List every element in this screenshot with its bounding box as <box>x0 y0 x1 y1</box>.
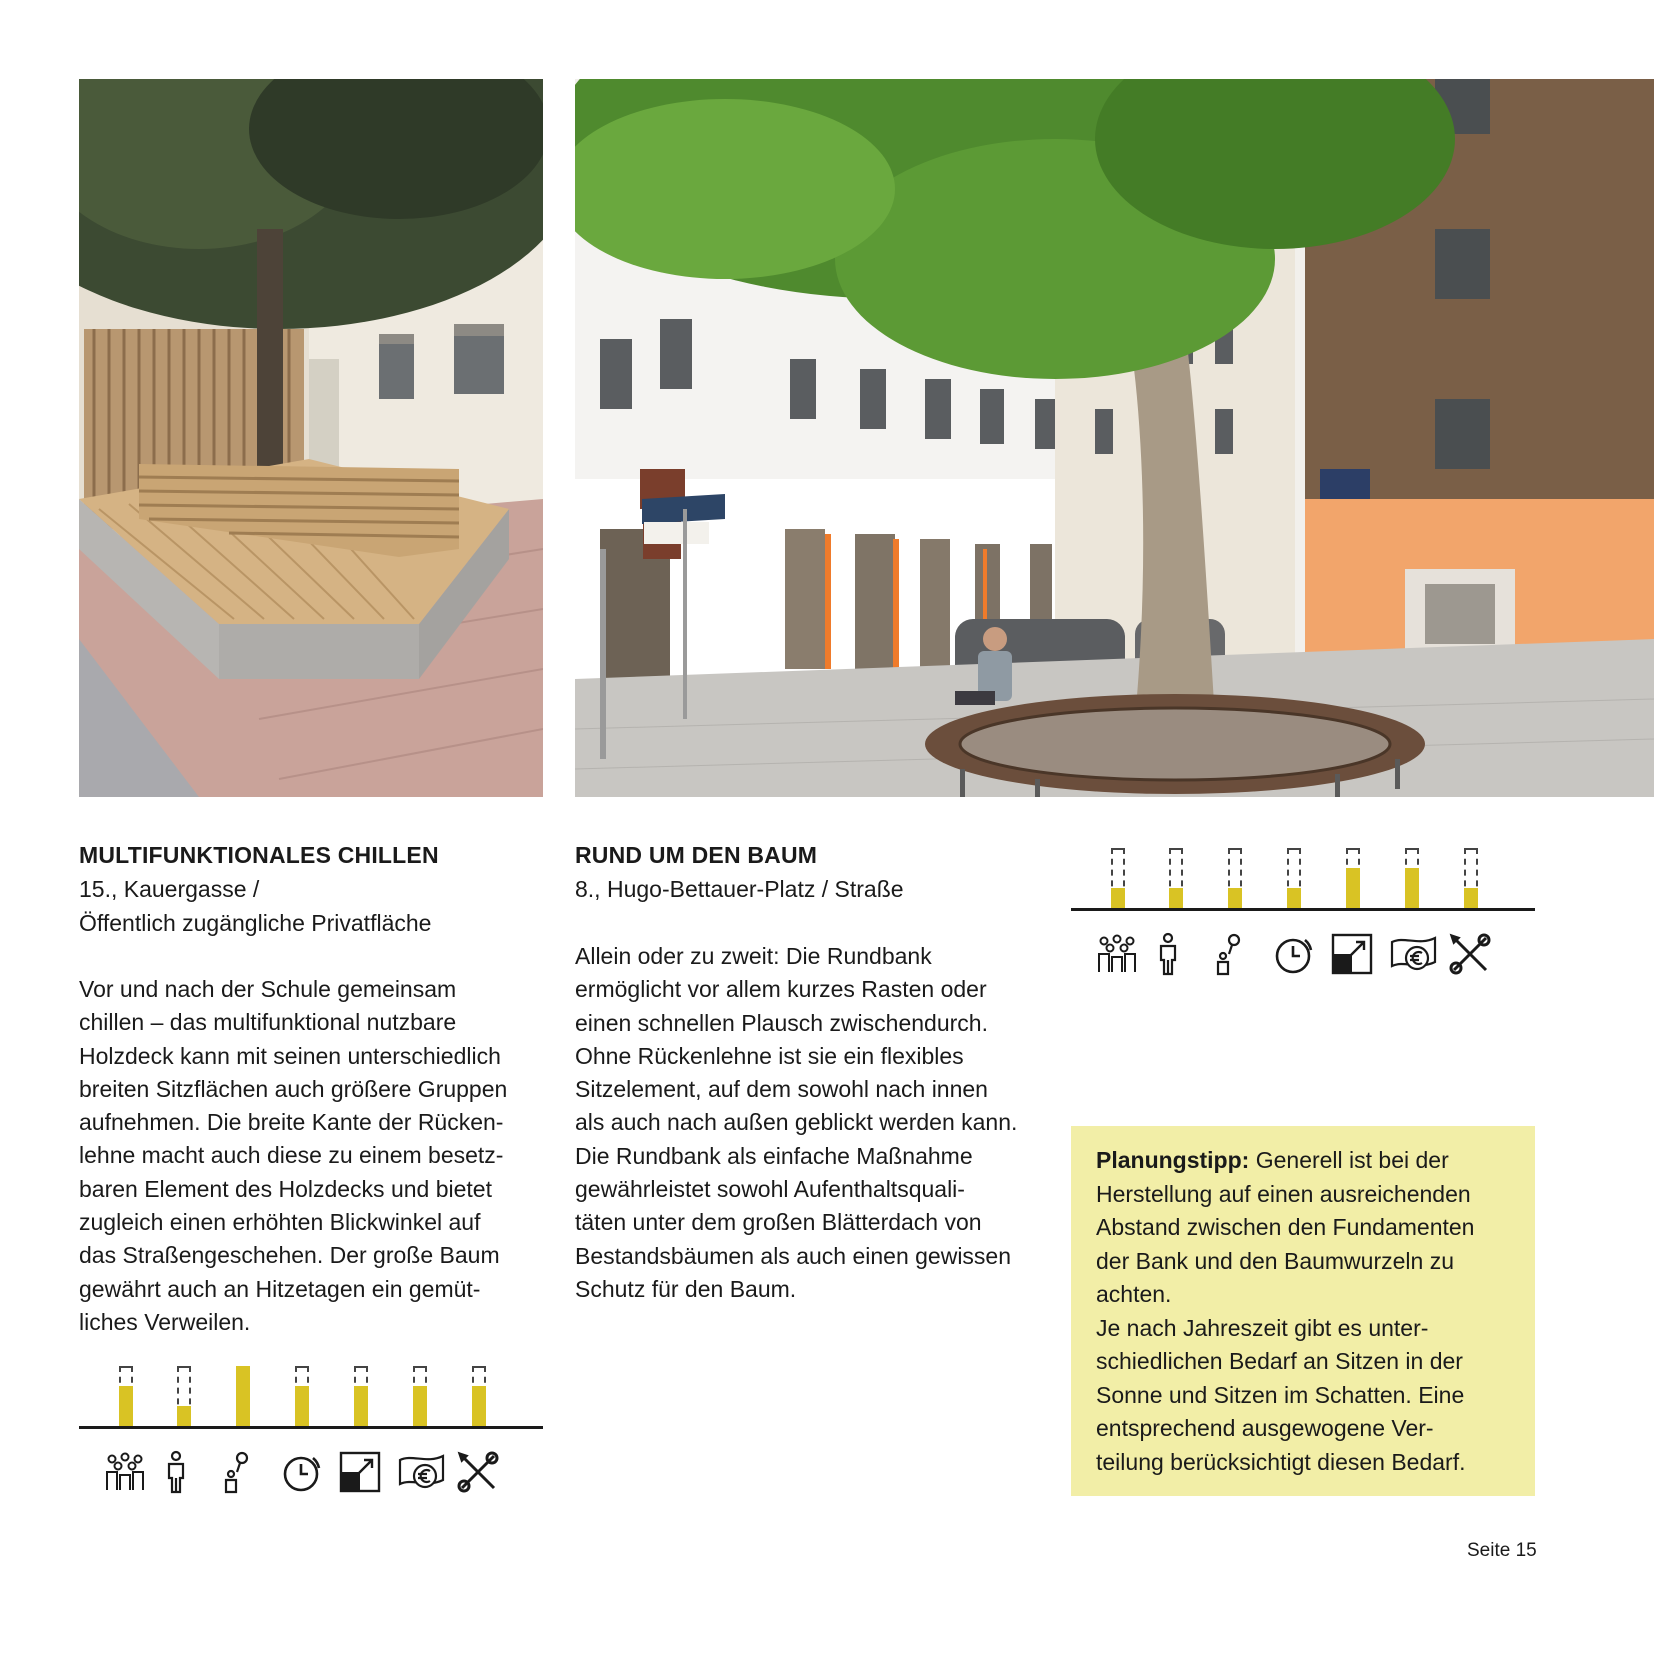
right-heading: RUND UM DEN BAUM <box>575 842 818 868</box>
left-body-line: baren Element des Holzdecks und bietet <box>79 1175 492 1202</box>
left-body-line: lehne macht auch diese zu einem besetz- <box>79 1142 504 1169</box>
page-number: Seite 15 <box>1467 1540 1537 1561</box>
child-icon <box>220 1450 254 1499</box>
planning-tip-line: Herstellung auf einen ausreichenden <box>1096 1180 1471 1207</box>
tools-icon <box>1448 932 1492 981</box>
right-body-line: Bestandsbäumen als auch einen gewissen <box>575 1242 1012 1269</box>
scale-icon <box>1330 932 1374 981</box>
wooden-deck-photo <box>79 79 543 797</box>
left-body-line: breiten Sitzflächen auch größere Gruppen <box>79 1075 508 1102</box>
group-icon <box>103 1450 147 1499</box>
planning-tip-line: Generell ist bei der <box>1249 1147 1449 1173</box>
left-body-line: liches Verweilen. <box>79 1308 251 1335</box>
right-body-line: Ohne Rückenlehne ist sie ein flexibles <box>575 1042 964 1069</box>
rating-fill <box>1228 888 1242 908</box>
planning-tip-line: schiedlichen Bedarf an Sitzen in der <box>1096 1348 1463 1374</box>
scale-icon <box>338 1450 382 1499</box>
left-body-line: aufnehmen. Die breite Kante der Rücken- <box>79 1109 504 1136</box>
stopwatch-icon <box>279 1450 323 1499</box>
left-location-line2: Öffentlich zugängliche Privatfläche <box>79 910 432 936</box>
tools-icon <box>456 1450 500 1499</box>
cost-icon <box>397 1450 447 1499</box>
planning-tip-label: Planungstipp: <box>1096 1147 1250 1173</box>
planning-tip-text <box>1096 1144 1526 1479</box>
left-body-line: chillen – das multifunktional nutzbare <box>79 1009 457 1036</box>
cost-icon <box>1389 932 1439 981</box>
child-icon <box>1212 932 1246 981</box>
left-body <box>79 973 549 1339</box>
rating-fill <box>236 1366 250 1426</box>
left-body-line: Vor und nach der Schule gemeinsam <box>79 976 457 1002</box>
right-body-line: als auch nach außen geblickt werden kann. <box>575 1109 1018 1136</box>
right-body <box>575 940 1045 1306</box>
left-body-line: gewährt auch an Hitzetagen ein gemüt- <box>79 1275 481 1302</box>
rating-fill <box>1169 888 1183 908</box>
left-body-line: das Straßengeschehen. Der große Baum <box>79 1242 500 1269</box>
rating-fill <box>354 1386 368 1426</box>
rating-fill <box>1405 868 1419 908</box>
rating-fill <box>295 1386 309 1426</box>
person-icon <box>161 1450 191 1499</box>
planning-tip-first-line <box>1096 1144 1526 1178</box>
right-body-line: Sitzelement, auf dem sowohl nach innen <box>575 1076 988 1103</box>
rating-fill <box>1111 888 1125 908</box>
rating-fill <box>119 1386 133 1426</box>
left-heading: MULTIFUNKTIONALES CHILLEN <box>79 842 439 868</box>
stopwatch-icon <box>1271 932 1315 981</box>
planning-tip-line: Je nach Jahreszeit gibt es unter- <box>1096 1314 1429 1341</box>
right-rating-chart <box>1071 844 1535 984</box>
planning-tip-line: Abstand zwischen den Fundamenten <box>1096 1214 1475 1240</box>
right-body-line: gewährleistet sowohl Aufenthaltsquali- <box>575 1176 965 1203</box>
right-body-line: einen schnellen Plausch zwischendurch. <box>575 1009 988 1036</box>
planning-tip-line: der Bank und den Baumwurzeln zu <box>1096 1247 1454 1274</box>
rating-fill <box>413 1386 427 1426</box>
right-body-line: täten unter dem großen Blätterdach von <box>575 1209 982 1236</box>
person-icon <box>1153 932 1183 981</box>
left-location-line1: 15., Kauergasse / <box>79 876 260 902</box>
rating-fill <box>1464 888 1478 908</box>
group-icon <box>1095 932 1139 981</box>
left-rating-chart <box>79 1362 543 1502</box>
right-body-line: ermöglicht vor allem kurzes Rasten oder <box>575 976 987 1003</box>
right-body-line: Schutz für den Baum. <box>575 1275 797 1302</box>
planning-tip-line: Sonne und Sitzen im Schatten. Eine <box>1096 1381 1465 1408</box>
right-body-line: Allein oder zu zweit: Die Rundbank <box>575 943 932 969</box>
rating-fill <box>472 1386 486 1426</box>
planning-tip-line: achten. <box>1096 1281 1172 1307</box>
planning-tip-box <box>1071 1126 1535 1496</box>
rating-fill <box>1287 888 1301 908</box>
rating-fill <box>1346 868 1360 908</box>
left-body-line: zugleich einen erhöhten Blickwinkel auf <box>79 1209 481 1236</box>
right-location-line1: 8., Hugo-Bettauer-Platz / Straße <box>575 876 904 902</box>
rating-fill <box>177 1406 191 1426</box>
left-body-line: Holzdeck kann mit seinen unterschiedlich <box>79 1042 501 1069</box>
planning-tip-line: entsprechend ausgewogene Ver- <box>1096 1415 1434 1441</box>
round-bench-photo <box>575 79 1654 797</box>
planning-tip-line: teilung berücksichtigt diesen Bedarf. <box>1096 1448 1466 1475</box>
right-body-line: Die Rundbank als einfache Maßnahme <box>575 1142 973 1169</box>
